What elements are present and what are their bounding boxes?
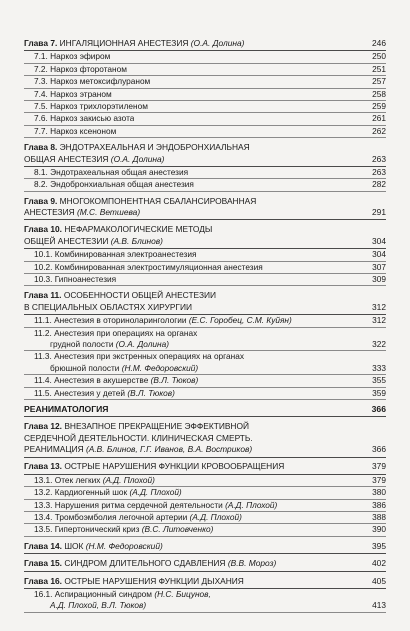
toc-entry-text: [24, 576, 244, 587]
toc-chapter[interactable]: [24, 38, 386, 51]
toc-line: [24, 196, 386, 207]
toc-entry-text: [34, 500, 277, 511]
toc-line: [24, 290, 386, 301]
toc-line: [24, 224, 386, 235]
entry-author: (А.Д. Плохой): [225, 499, 278, 510]
entry-title: 16.1. Аспирационный синдром: [34, 589, 153, 599]
toc-entry-text: [34, 375, 198, 386]
toc-entry-text: [34, 315, 292, 326]
entry-title: 7.7. Наркоз ксеноном: [34, 125, 117, 136]
entry-author: (А.В. Блинов, Г.Г. Иванов, В.А. Востриков): [85, 444, 253, 455]
toc-entry-text: [34, 524, 213, 535]
toc-section[interactable]: [24, 76, 386, 88]
entry-title: 13.2. Кардиогенный шок: [34, 487, 128, 498]
entry-title: РЕАНИМАЦИЯ: [24, 444, 84, 455]
entry-title: 13.3. Нарушения ритма сердечной деятельности: [34, 499, 223, 510]
chapter-number: Глава 14.: [24, 540, 62, 551]
toc-entry-text: [37, 600, 146, 611]
toc-entry-text: [24, 38, 244, 49]
toc-chapter[interactable]: [24, 558, 386, 571]
entry-title: СИНДРОМ ДЛИТЕЛЬНОГО СДАВЛЕНИЯ: [64, 558, 226, 569]
toc-entry-text: [34, 64, 127, 75]
toc-entry-text: [24, 461, 284, 472]
page-number: 366: [371, 403, 386, 414]
entry-title: А.Д. Плохой, В.Л. Тюков): [50, 600, 147, 611]
toc-entry-text: [24, 154, 164, 165]
entry-title: 7.6. Наркоз закисью азота: [34, 113, 135, 124]
page-number: 309: [372, 274, 386, 285]
toc-line: [24, 38, 386, 49]
toc-entry-text: [24, 444, 252, 455]
toc-entry-text: [24, 236, 163, 247]
toc-part[interactable]: [24, 404, 386, 417]
toc-section[interactable]: [24, 512, 386, 524]
entry-title: НЕФАРМАКОЛОГИЧЕСКИЕ МЕТОДЫ: [64, 224, 213, 235]
toc-section[interactable]: [24, 249, 386, 261]
entry-author: (В.В. Мороз): [227, 558, 277, 569]
entry-title: 11.4. Анестезия в акушерстве: [34, 375, 149, 386]
entry-author: (А.Д. Плохой): [129, 487, 182, 498]
page-number: 322: [372, 338, 386, 349]
toc-section[interactable]: [24, 274, 386, 286]
entry-author: (Н.М. Федоровский): [85, 540, 163, 551]
chapter-number: Глава 15.: [24, 558, 62, 569]
page-number: 380: [372, 487, 386, 498]
page-number: 261: [372, 113, 386, 124]
toc-section[interactable]: [24, 167, 386, 179]
entry-title: ОСТРЫЕ НАРУШЕНИЯ ФУНКЦИИ ДЫХАНИЯ: [64, 575, 244, 586]
toc-entry-text: [34, 475, 155, 486]
toc-line: [24, 375, 386, 386]
page-number: 257: [372, 76, 386, 87]
entry-title: 8.2. Эндобронхиальная общая анестезия: [34, 179, 194, 190]
entry-title: 10.2. Комбинированная электростимуляционная анестезия: [34, 261, 263, 272]
toc-section[interactable]: [24, 101, 386, 113]
toc-line: [24, 315, 386, 326]
toc-chapter[interactable]: [24, 576, 386, 589]
table-of-contents: [24, 38, 386, 613]
toc-line: [24, 363, 386, 374]
entry-author: (Е.С. Горобец, С.М. Куйян): [188, 315, 292, 326]
entry-title: СЕРДЕЧНОЙ ДЕЯТЕЛЬНОСТИ. КЛИНИЧЕСКАЯ СМЕРТЬ.: [24, 432, 253, 443]
entry-author: (Н.М. Федоровский): [121, 362, 199, 373]
page-number: 388: [372, 512, 386, 523]
toc-entry-text: [24, 433, 253, 444]
entry-title: 11.3. Анестезия при экстренных операциях на органах: [34, 351, 244, 362]
toc-line: [24, 351, 386, 362]
toc-entry-text: [34, 388, 175, 399]
toc-entry-text: [24, 558, 276, 569]
toc-line: [24, 462, 386, 473]
toc-line: [24, 433, 386, 444]
toc-chapter[interactable]: [24, 224, 386, 249]
toc-entry-text: [34, 351, 244, 362]
page-number: 307: [372, 261, 386, 272]
chapter-number: Глава 8.: [24, 142, 58, 153]
entry-author: (О.А. Долина): [115, 338, 169, 349]
toc-line: [24, 76, 386, 87]
toc-entry-text: [24, 142, 250, 153]
entry-title: 7.3. Наркоз метоксифлураном: [34, 76, 151, 87]
page-number: 390: [372, 524, 386, 535]
page-number: 413: [372, 600, 386, 611]
entry-title: 13.1. Отек легких: [34, 474, 101, 485]
page-number: 402: [372, 558, 386, 569]
entry-title: РЕАНИМАТОЛОГИЯ: [24, 403, 109, 414]
page-number: 333: [372, 362, 386, 373]
chapter-number: Глава 12.: [24, 421, 62, 432]
toc-entry-text: [34, 51, 110, 62]
toc-line: [24, 64, 386, 75]
toc-entry-text: [24, 290, 216, 301]
toc-entry-text: [37, 363, 198, 374]
entry-author: (В.Л. Тюков): [150, 375, 199, 386]
entry-title: ОСТРЫЕ НАРУШЕНИЯ ФУНКЦИИ КРОВООБРАЩЕНИЯ: [64, 461, 285, 472]
toc-section[interactable]: [24, 388, 386, 400]
entry-author: (А.В. Блинов): [110, 235, 163, 246]
entry-title: ОБЩАЯ АНЕСТЕЗИЯ: [24, 153, 109, 164]
entry-title: ШОК: [64, 540, 84, 551]
toc-line: [24, 524, 386, 535]
toc-entry-text: [24, 302, 192, 313]
entry-author: (В.С. Литовченко): [141, 524, 214, 535]
chapter-number: Глава 7.: [24, 37, 58, 48]
entry-title: 7.1. Наркоз эфиром: [34, 51, 111, 62]
page-number: 304: [372, 235, 386, 246]
entry-title: 7.5. Наркоз трихлорэтиленом: [34, 100, 148, 111]
chapter-number: Глава 11.: [24, 290, 62, 301]
toc-entry-text: [34, 274, 116, 285]
page-number: 304: [372, 249, 386, 260]
toc-entry-text: [34, 487, 182, 498]
toc-section[interactable]: [24, 475, 386, 487]
chapter-number: Глава 10.: [24, 224, 62, 235]
toc-line: [24, 589, 386, 600]
toc-line: [24, 249, 386, 260]
toc-chapter[interactable]: [24, 421, 386, 457]
toc-line: [24, 558, 386, 569]
entry-title: ОСОБЕННОСТИ ОБЩЕЙ АНЕСТЕЗИИ: [63, 290, 217, 301]
toc-section[interactable]: [24, 500, 386, 512]
toc-section[interactable]: [24, 524, 386, 536]
toc-line: [24, 101, 386, 112]
toc-line: [24, 388, 386, 399]
toc-section[interactable]: [24, 315, 386, 327]
page-number: 405: [372, 575, 386, 586]
toc-line: [24, 512, 386, 523]
toc-entry-text: [37, 339, 169, 350]
page-number: 258: [372, 88, 386, 99]
toc-line: [24, 274, 386, 285]
toc-entry-text: [34, 113, 134, 124]
toc-entry-text: [34, 512, 242, 523]
toc-entry-text: [24, 421, 249, 432]
entry-title: МНОГОКОМПОНЕНТНАЯ СБАЛАНСИРОВАННАЯ: [59, 195, 257, 206]
toc-line: [24, 421, 386, 432]
entry-author: (О.А. Долина): [110, 153, 165, 164]
page-number: 262: [372, 125, 386, 136]
toc-entry-text: [34, 89, 112, 100]
page-number: 259: [372, 100, 386, 111]
page-number: 263: [372, 153, 386, 164]
toc-line: [24, 576, 386, 587]
entry-title: 8.1. Эндотрахеальная общая анестезия: [34, 166, 189, 177]
toc-line: [24, 444, 386, 455]
page-number: 386: [372, 499, 386, 510]
entry-title: 13.5. Гипертонический криз: [34, 524, 140, 535]
entry-author: (Н.С. Бицунов,: [154, 589, 211, 599]
entry-author: (О.А. Долина): [190, 37, 245, 48]
toc-section[interactable]: [24, 51, 386, 63]
toc-line: [24, 113, 386, 124]
entry-title: 11.5. Анестезия у детей: [34, 387, 125, 398]
toc-section[interactable]: [24, 179, 386, 191]
toc-entry-text: [34, 179, 194, 190]
page-number: 246: [372, 37, 386, 48]
toc-line: [24, 500, 386, 511]
page-number: 312: [372, 315, 386, 326]
chapter-number: Глава 16.: [24, 575, 62, 586]
toc-section[interactable]: [24, 351, 386, 375]
toc-line: [24, 51, 386, 62]
toc-line: [24, 328, 386, 339]
toc-line: [24, 154, 386, 165]
chapter-number: Глава 9.: [24, 195, 58, 206]
toc-line: [24, 236, 386, 247]
page-number: 379: [372, 474, 386, 485]
toc-section[interactable]: [24, 328, 386, 352]
toc-entry-text: [34, 76, 150, 87]
toc-line: [24, 167, 386, 178]
entry-title: ОБЩЕЙ АНЕСТЕЗИИ: [24, 235, 109, 246]
toc-line: [24, 89, 386, 100]
entry-title: АНЕСТЕЗИЯ: [24, 207, 75, 218]
toc-chapter[interactable]: [24, 196, 386, 221]
entry-author: (М.С. Ветшева): [76, 207, 141, 218]
toc-section[interactable]: [24, 262, 386, 274]
toc-entry-text: [34, 126, 116, 137]
toc-line: [24, 262, 386, 273]
toc-entry-text: [34, 328, 197, 339]
toc-line: [24, 179, 386, 190]
entry-title: 13.4. Тромбоэмболия легочной артерии: [34, 512, 188, 523]
toc-entry-text: [34, 262, 263, 273]
toc-line: [24, 404, 386, 415]
toc-section[interactable]: [24, 113, 386, 125]
toc-entry-text: [34, 249, 196, 260]
toc-chapter[interactable]: [24, 462, 386, 475]
toc-line: [24, 142, 386, 153]
toc-line: [24, 487, 386, 498]
entry-author: (А.Д. Плохой): [102, 474, 155, 485]
chapter-number: Глава 13.: [24, 461, 62, 472]
page-number: 251: [372, 63, 386, 74]
page-number: 355: [372, 375, 386, 386]
toc-line: [24, 475, 386, 486]
toc-line: [24, 302, 386, 313]
page-number: 359: [372, 387, 386, 398]
toc-entry-text: [24, 541, 163, 552]
toc-entry-text: [24, 207, 140, 218]
entry-title: ИНГАЛЯЦИОННАЯ АНЕСТЕЗИЯ: [59, 37, 189, 48]
entry-title: брюшной полости: [50, 362, 120, 373]
entry-title: 7.4. Наркоз этраном: [34, 88, 112, 99]
toc-entry-text: [34, 167, 188, 178]
entry-title: 11.1. Анестезия в оториноларингологии: [34, 315, 187, 326]
toc-line: [24, 126, 386, 137]
toc-chapter[interactable]: [24, 290, 386, 315]
entry-title: ВНЕЗАПНОЕ ПРЕКРАЩЕНИЕ ЭФФЕКТИВНОЙ: [64, 421, 250, 432]
page-number: 366: [372, 444, 386, 455]
toc-section[interactable]: [24, 126, 386, 138]
toc-section[interactable]: [24, 589, 386, 613]
page-number: 379: [372, 461, 386, 472]
page-number: 263: [372, 166, 386, 177]
toc-chapter[interactable]: [24, 142, 386, 167]
entry-title: 11.2. Анестезия при операциях на органах: [34, 327, 198, 338]
entry-author: (В.Л. Тюков): [127, 387, 175, 398]
toc-entry-text: [34, 101, 148, 112]
toc-chapter[interactable]: [24, 541, 386, 554]
toc-section[interactable]: [24, 375, 386, 387]
toc-line: [24, 339, 386, 350]
page-number: 395: [372, 540, 386, 551]
toc-entry-text: [34, 589, 211, 600]
toc-line: [24, 541, 386, 552]
toc-line: [24, 207, 386, 218]
page-number: 312: [372, 301, 386, 312]
toc-entry-text: [24, 224, 212, 235]
entry-title: 10.1. Комбинированная электроанестезия: [34, 249, 197, 260]
toc-section[interactable]: [24, 487, 386, 499]
entry-author: (А.Д. Плохой): [189, 512, 242, 523]
entry-title: В СПЕЦИАЛЬНЫХ ОБЛАСТЯХ ХИРУРГИИ: [24, 301, 192, 312]
entry-title: 10.3. Гипноанестезия: [34, 274, 117, 285]
toc-section[interactable]: [24, 64, 386, 76]
page-number: 250: [372, 51, 386, 62]
entry-title: ЭНДОТРАХЕАЛЬНАЯ И ЭНДОБРОНХИАЛЬНАЯ: [59, 142, 250, 153]
toc-line: [24, 600, 386, 611]
toc-entry-text: [24, 404, 108, 415]
page-number: 291: [372, 207, 386, 218]
entry-title: 7.2. Наркоз фторотаном: [34, 63, 127, 74]
toc-entry-text: [24, 196, 256, 207]
toc-section[interactable]: [24, 89, 386, 101]
entry-title: грудной полости: [50, 338, 114, 349]
page-number: 282: [372, 179, 386, 190]
